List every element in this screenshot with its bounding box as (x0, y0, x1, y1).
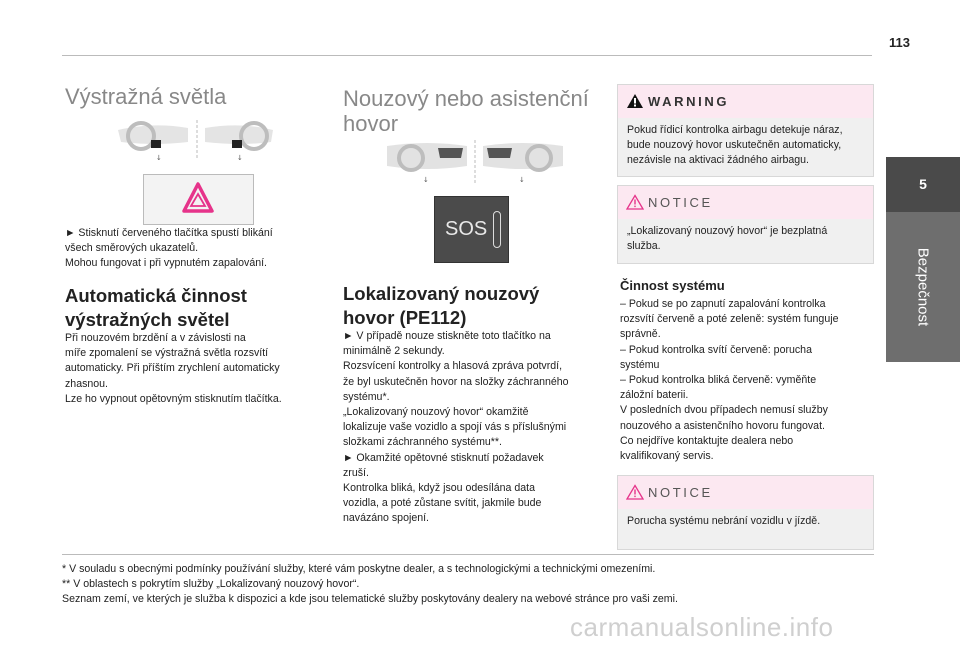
dashboard-illustration (113, 118, 278, 163)
notice-label: NOTICE (648, 195, 713, 210)
notice-box-malfunction (617, 475, 874, 550)
localized-call-body: ► V případě nouze stiskněte toto tlačítko na minimálně 2 sekundy. Rozsvícení kontrolky a hlasová zpráva potvrdí, že byl uskutečněn hovor na složky záchranného systému*. „Lokalizovaný nouzový hovor“ okamžitě lokalizuje vaše vozidlo a spojí vás s příslušnými složkami záchranného systému**. ► Okamžité opětovné stisknutí požadavek zruší. Kontrolka bliká, když jsou odesílána data vozidla, a poté zůstane svítit, jakmile bude navázáno spojení. (343, 330, 569, 525)
warning-label: WARNING (648, 94, 730, 109)
chapter-tab-label[interactable] (886, 212, 960, 362)
subtitle-automatic-hazard (65, 284, 247, 332)
notice-text: Porucha systému nebrání vozidlu v jízdě. (627, 515, 821, 527)
svg-text:↓: ↓ (237, 154, 243, 162)
svg-text:↓: ↓ (423, 176, 429, 184)
sos-label: SOS (445, 218, 488, 240)
svg-text:↓: ↓ (519, 176, 525, 184)
footnote-divider (62, 554, 874, 555)
subtitle-line-1: Automatická činnost (65, 285, 247, 306)
notice-text: „Lokalizovaný nouzový hovor“ je bezplatná služba. (627, 225, 828, 253)
automatic-hazard-body: Při nouzovém brzdění a v závislosti na míře zpomalení se výstražná světla rozsvítí automaticky. Při příštím zrychlení automaticky zhasnou. Lze ho vypnout opětovným stisknutím tlačítka. (65, 332, 282, 405)
hazard-triangle-icon (144, 175, 253, 224)
section-title-emergency-call (343, 86, 589, 137)
notice-label: NOTICE (648, 485, 713, 500)
section-title-hazard-lights: Výstražná světla (65, 84, 227, 109)
sos-button-illustration (434, 196, 509, 263)
chapter-label: Bezpečnost (914, 247, 932, 327)
system-operation-body: – Pokud se po zapnutí zapalování kontrolka rozsvítí červeně a poté zeleně: systém funguje správně. – Pokud kontrolka svítí červeně: porucha systému – Pokud kontrolka bliká červeně: vyměňte záložní baterii. V posledních dvou případech nemusí služby nouzového a asistenčního hovoru fungovat. Co nejdříve kontaktujte dealera nebo kvalifikovaný servis. (620, 298, 839, 463)
title-line-2: hovor (343, 111, 399, 137)
warning-text: Pokud řídicí kontrolka airbagu detekuje náraz, bude nouzový hovor uskutečněn automaticky, nezávisle na aktivaci žádného airbagu. (627, 124, 843, 167)
subtitle-line-2: hovor (PE112) (343, 307, 467, 329)
notice-triangle-icon (626, 484, 644, 500)
hazard-instruction: ► Stisknutí červeného tlačítka spustí blikání všech směrových ukazatelů. Mohou fungovat i při vypnutém zapalování. (65, 227, 273, 270)
page-number: 113 (889, 35, 910, 50)
system-operation-title: Činnost systému (620, 278, 725, 293)
warning-triangle-icon (626, 93, 644, 109)
notice-triangle-icon (626, 194, 644, 210)
chapter-tab-number[interactable] (886, 157, 960, 212)
roof-console-illustration (383, 138, 568, 186)
svg-text:↓: ↓ (156, 154, 162, 162)
subtitle-line-1: Lokalizovaný nouzový (343, 283, 540, 304)
notice-box-free-service (617, 185, 874, 264)
hazard-button-illustration (143, 174, 254, 225)
watermark: carmanualsonline.info (570, 612, 834, 642)
sos-led-indicator (493, 211, 501, 248)
footnotes: * V souladu s obecnými podmínky používání služby, které vám poskytne dealer, a s technologickými a technickými omezeními. ** V oblastech s pokrytím služby „Lokalizovaný nouzový hovor“. Seznam zemí, ve kterých je služba k dispozici a kde jsou telematické služby poskytovány dealery na webové stránce pro vaši zemi. (62, 563, 678, 606)
chapter-number: 5 (919, 176, 927, 192)
subtitle-line-2: výstražných světel (65, 309, 230, 331)
title-line-1: Nouzový nebo asistenční (343, 86, 589, 111)
subtitle-localized-call (343, 282, 539, 330)
header-divider (62, 55, 872, 56)
warning-box (617, 84, 874, 177)
